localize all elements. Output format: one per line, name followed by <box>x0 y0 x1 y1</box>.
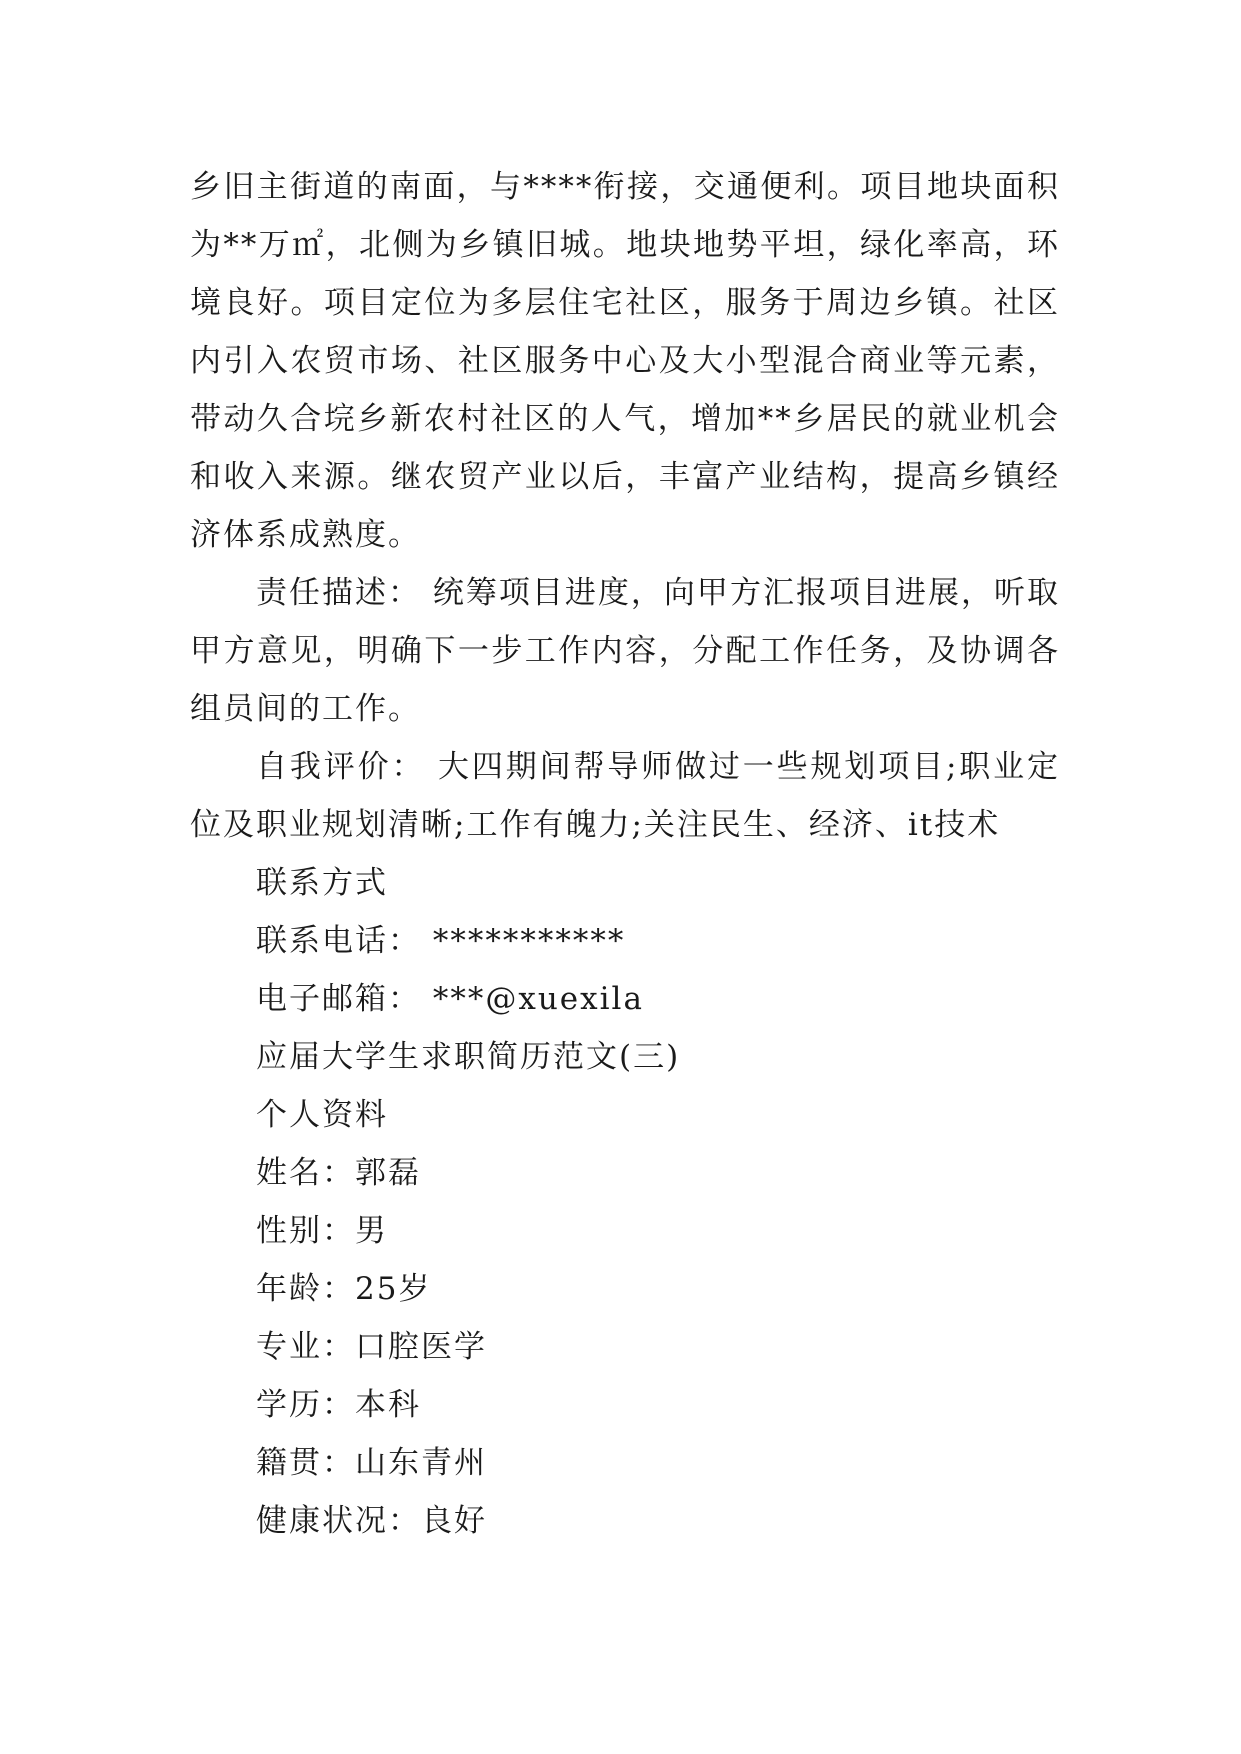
document-page <box>190 158 1060 1550</box>
contact-heading: 联系方式 <box>256 865 388 901</box>
profile-age: 年龄：25岁 <box>256 1271 432 1307</box>
profile-major: 专业：口腔医学 <box>256 1329 487 1365</box>
profile-education: 学历：本科 <box>256 1387 421 1423</box>
profile-name: 姓名：郭磊 <box>256 1155 421 1191</box>
profile-health: 健康状况：良好 <box>256 1503 487 1539</box>
section-title: 应届大学生求职简历范文(三) <box>256 1039 681 1075</box>
contact-email: 电子邮箱： ***@xuexila <box>256 981 644 1017</box>
contact-phone: 联系电话： *********** <box>256 923 626 959</box>
self-evaluation-paragraph: 自我评价： 大四期间帮导师做过一些规划项目;职业定位及职业规划清晰;工作有魄力;关注民生、经济、it技术 <box>190 749 1060 843</box>
profile-hometown: 籍贯：山东青州 <box>256 1445 487 1481</box>
profile-gender: 性别：男 <box>256 1213 388 1249</box>
profile-heading: 个人资料 <box>256 1097 388 1133</box>
responsibility-paragraph: 责任描述： 统筹项目进度，向甲方汇报项目进展，听取甲方意见，明确下一步工作内容，分配工作任务，及协调各组员间的工作。 <box>190 575 1060 727</box>
project-description-paragraph: 乡旧主街道的南面，与****衔接，交通便利。项目地块面积为**万㎡，北侧为乡镇旧城。地块地势平坦，绿化率高，环境良好。项目定位为多层住宅社区，服务于周边乡镇。社区内引入农贸市场、社区服务中心及大小型混合商业等元素，带动久合垸乡新农村社区的人气，增加**乡居民的就业机会和收入来源。继农贸产业以后，丰富产业结构，提高乡镇经济体系成熟度。 <box>190 169 1060 553</box>
